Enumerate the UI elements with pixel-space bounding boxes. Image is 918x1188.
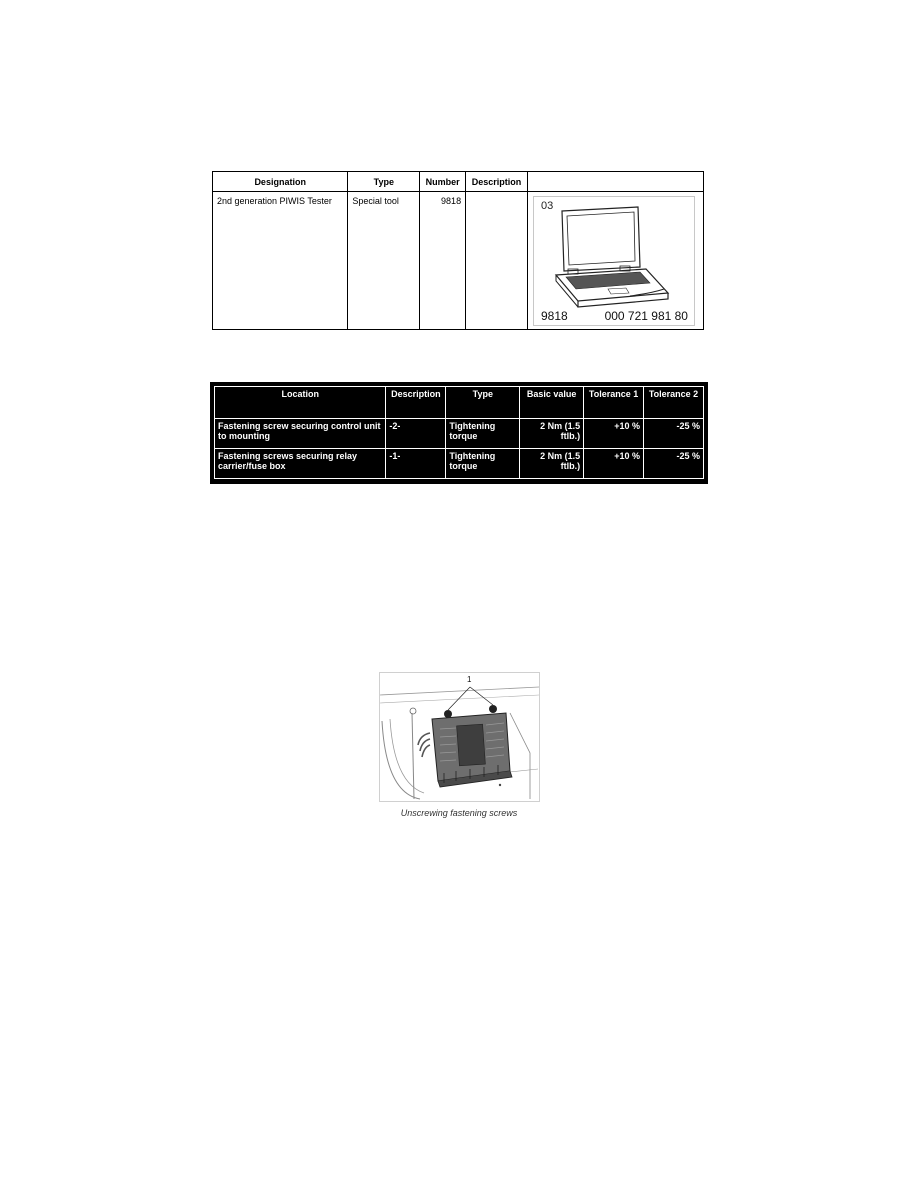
- row-location: Fastening screws securing relay carrier/fuse box: [215, 449, 386, 479]
- tool-number: 9818: [420, 192, 466, 330]
- fuse-box-figure: [379, 672, 540, 802]
- header-image: [527, 172, 703, 192]
- table-row: [213, 192, 704, 330]
- header-tolerance-2: Tolerance 2: [644, 387, 704, 419]
- header-description: Description: [386, 387, 446, 419]
- fuse-box-illustration: [380, 673, 539, 801]
- piwis-tester-image: [533, 196, 695, 326]
- header-designation: Designation: [213, 172, 348, 192]
- callout-number: 1: [467, 675, 472, 684]
- laptop-icon: [534, 197, 694, 325]
- row-tolerance-2: -25 %: [644, 419, 704, 449]
- row-tolerance-1: +10 %: [584, 419, 644, 449]
- row-description: -2-: [386, 419, 446, 449]
- table-row: [215, 419, 704, 449]
- header-basic-value: Basic value: [520, 387, 584, 419]
- tool-type: Special tool: [348, 192, 420, 330]
- tools-header-row: [213, 172, 704, 192]
- special-tools-table: [212, 171, 704, 330]
- header-location: Location: [215, 387, 386, 419]
- header-type: Type: [446, 387, 520, 419]
- tool-image-cell: [527, 192, 703, 330]
- torque-table: [214, 386, 704, 479]
- torque-table-frame: [210, 382, 708, 484]
- header-number: Number: [420, 172, 466, 192]
- tool-designation: 2nd generation PIWIS Tester: [213, 192, 348, 330]
- row-location: Fastening screw securing control unit to mounting: [215, 419, 386, 449]
- row-basic-value: 2 Nm (1.5 ftlb.): [520, 449, 584, 479]
- header-type: Type: [348, 172, 420, 192]
- image-label-part-number: 000 721 981 80: [604, 309, 688, 323]
- image-label-number: 9818: [540, 309, 568, 323]
- table-row: [215, 449, 704, 479]
- image-label-top: 03: [540, 200, 554, 212]
- row-type: Tightening torque: [446, 449, 520, 479]
- row-type: Tightening torque: [446, 419, 520, 449]
- torque-header-row: [215, 387, 704, 419]
- row-tolerance-1: +10 %: [584, 449, 644, 479]
- figure-caption: Unscrewing fastening screws: [400, 808, 518, 818]
- tool-description: [466, 192, 528, 330]
- row-description: -1-: [386, 449, 446, 479]
- header-tolerance-1: Tolerance 1: [584, 387, 644, 419]
- row-basic-value: 2 Nm (1.5 ftlb.): [520, 419, 584, 449]
- row-tolerance-2: -25 %: [644, 449, 704, 479]
- header-description: Description: [466, 172, 528, 192]
